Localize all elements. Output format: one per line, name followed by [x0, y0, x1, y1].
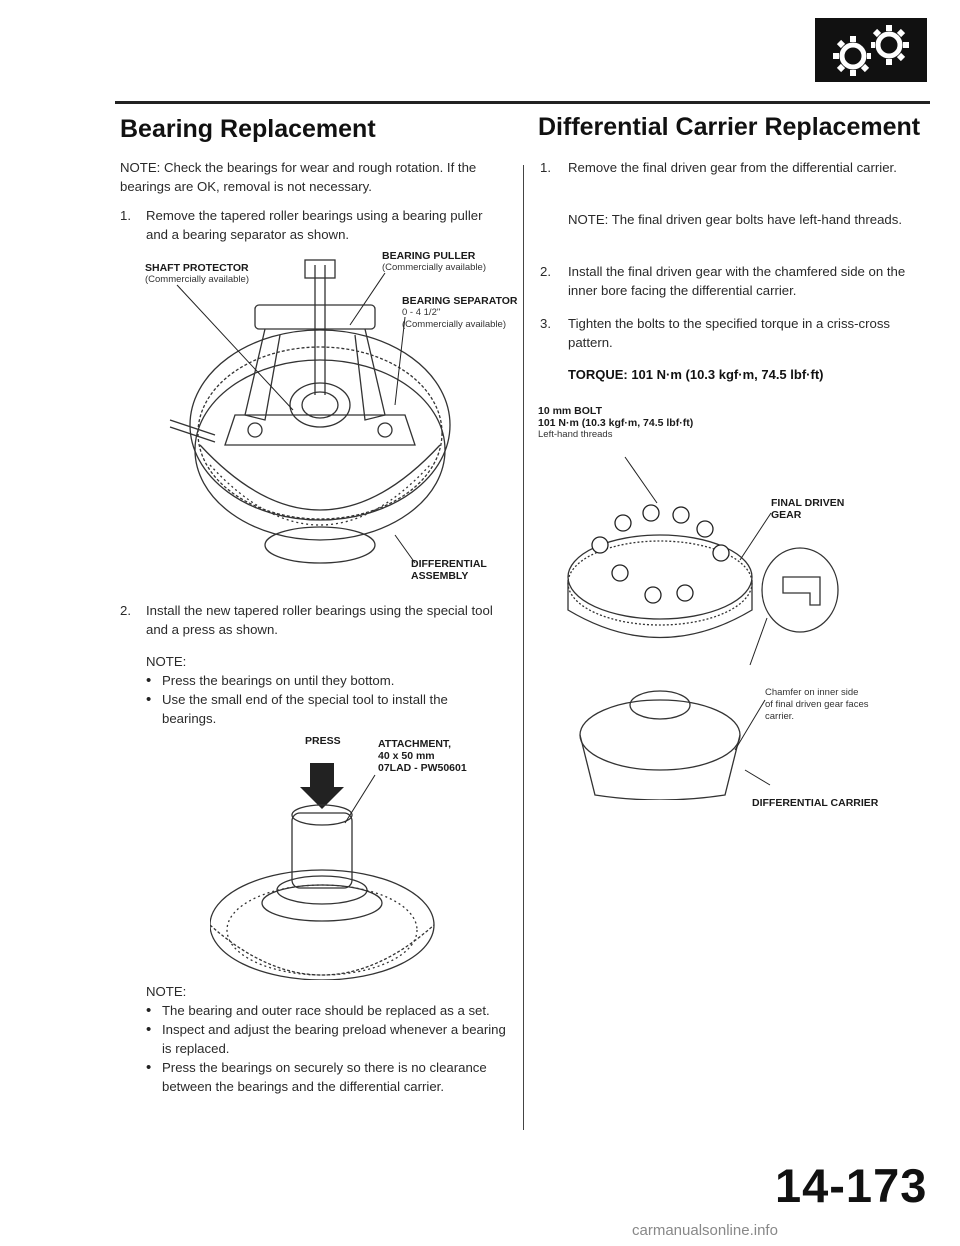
right-step-note [540, 210, 930, 229]
press-label: PRESS [305, 735, 341, 747]
chamfer-note: Chamfer on inner side of final driven gear faces carrier. [765, 687, 869, 722]
intro-note: NOTE: Check the bearings for wear and rough rotation. If the bearings are OK, removal is not necessary. [120, 160, 477, 194]
note-heading: NOTE: [146, 654, 187, 669]
note-2 [146, 652, 504, 728]
note-list [146, 671, 504, 728]
note-item: • Use the small end of the special tool to install the bearings. [146, 690, 504, 728]
step-text: Tighten the bolts to the specified torque in a criss-cross pattern. [568, 316, 891, 350]
final-driven-gear-illustration [535, 405, 930, 800]
right-step-2: 2. Install the final driven gear with the chamfered side on the inner bore facing the differential carrier. [540, 262, 930, 300]
page-number: 14-173 [775, 1159, 928, 1212]
press-illustration [210, 735, 520, 980]
step-text: Remove the final driven gear from the differential carrier. [568, 160, 897, 175]
note-item: • Press the bearings on securely so there is no clearance between the bearings and the differential carrier. [146, 1058, 506, 1096]
differential-carrier-title: Differential Carrier Replacement [538, 113, 921, 141]
bearing-replacement-title: Bearing Replacement [120, 115, 376, 143]
press-figure [210, 735, 520, 980]
torque-spec: TORQUE: 101 N·m (10.3 kgf·m, 74.5 lbf·ft) [568, 367, 824, 382]
bearing-puller-label: BEARING PULLER (Commercially available) [382, 250, 486, 273]
differential-assembly-label: DIFFERENTIAL ASSEMBLY [411, 558, 487, 582]
bearing-puller-figure [115, 245, 520, 590]
press-arrow-icon [300, 763, 344, 809]
note-item: • Inspect and adjust the bearing preload whenever a bearing is replaced. [146, 1020, 506, 1058]
transmission-gears-icon [815, 18, 927, 82]
step-text: NOTE: The final driven gear bolts have left-hand threads. [568, 212, 903, 227]
header-rule [115, 101, 930, 104]
differential-carrier-label: DIFFERENTIAL CARRIER [752, 797, 879, 809]
column-divider [523, 165, 524, 1130]
right-step-3: 3. Tighten the bolts to the specified torque in a criss-cross pattern. [540, 314, 930, 352]
right-step-1: 1. Remove the final driven gear from the differential carrier. [540, 158, 930, 177]
watermark: carmanualsonline.info [632, 1222, 778, 1239]
step-text: Install the new tapered roller bearings using the special tool and a press as shown. [146, 603, 493, 637]
note-list [146, 1001, 506, 1096]
shaft-protector-label: SHAFT PROTECTOR (Commercially available) [145, 262, 249, 285]
bolt-label: 10 mm BOLT 101 N·m (10.3 kgf·m, 74.5 lbf·ft) Left-hand threads [538, 405, 694, 440]
note-item: • Press the bearings on until they bottom. [146, 671, 504, 690]
note-heading: NOTE: [146, 984, 187, 999]
attachment-label: ATTACHMENT, 40 x 50 mm 07LAD - PW50601 [378, 738, 467, 774]
left-step-1 [120, 206, 505, 244]
step-text: Remove the tapered roller bearings using a bearing puller and a bearing separator as shown. [146, 208, 483, 242]
bearing-separator-label: BEARING SEPARATOR 0 - 4 1/2" (Commercially available) [402, 295, 518, 330]
note-item: • The bearing and outer race should be replaced as a set. [146, 1001, 506, 1020]
step-number: 2. [120, 603, 131, 618]
final-driven-gear-label: FINAL DRIVEN GEAR [771, 497, 845, 521]
final-driven-gear-figure [535, 405, 930, 800]
step-text: Install the final driven gear with the chamfered side on the inner bore facing the differential carrier. [568, 264, 906, 298]
left-step-2 [120, 601, 505, 639]
step-number: 1. [120, 208, 131, 223]
note-3 [146, 982, 506, 1096]
